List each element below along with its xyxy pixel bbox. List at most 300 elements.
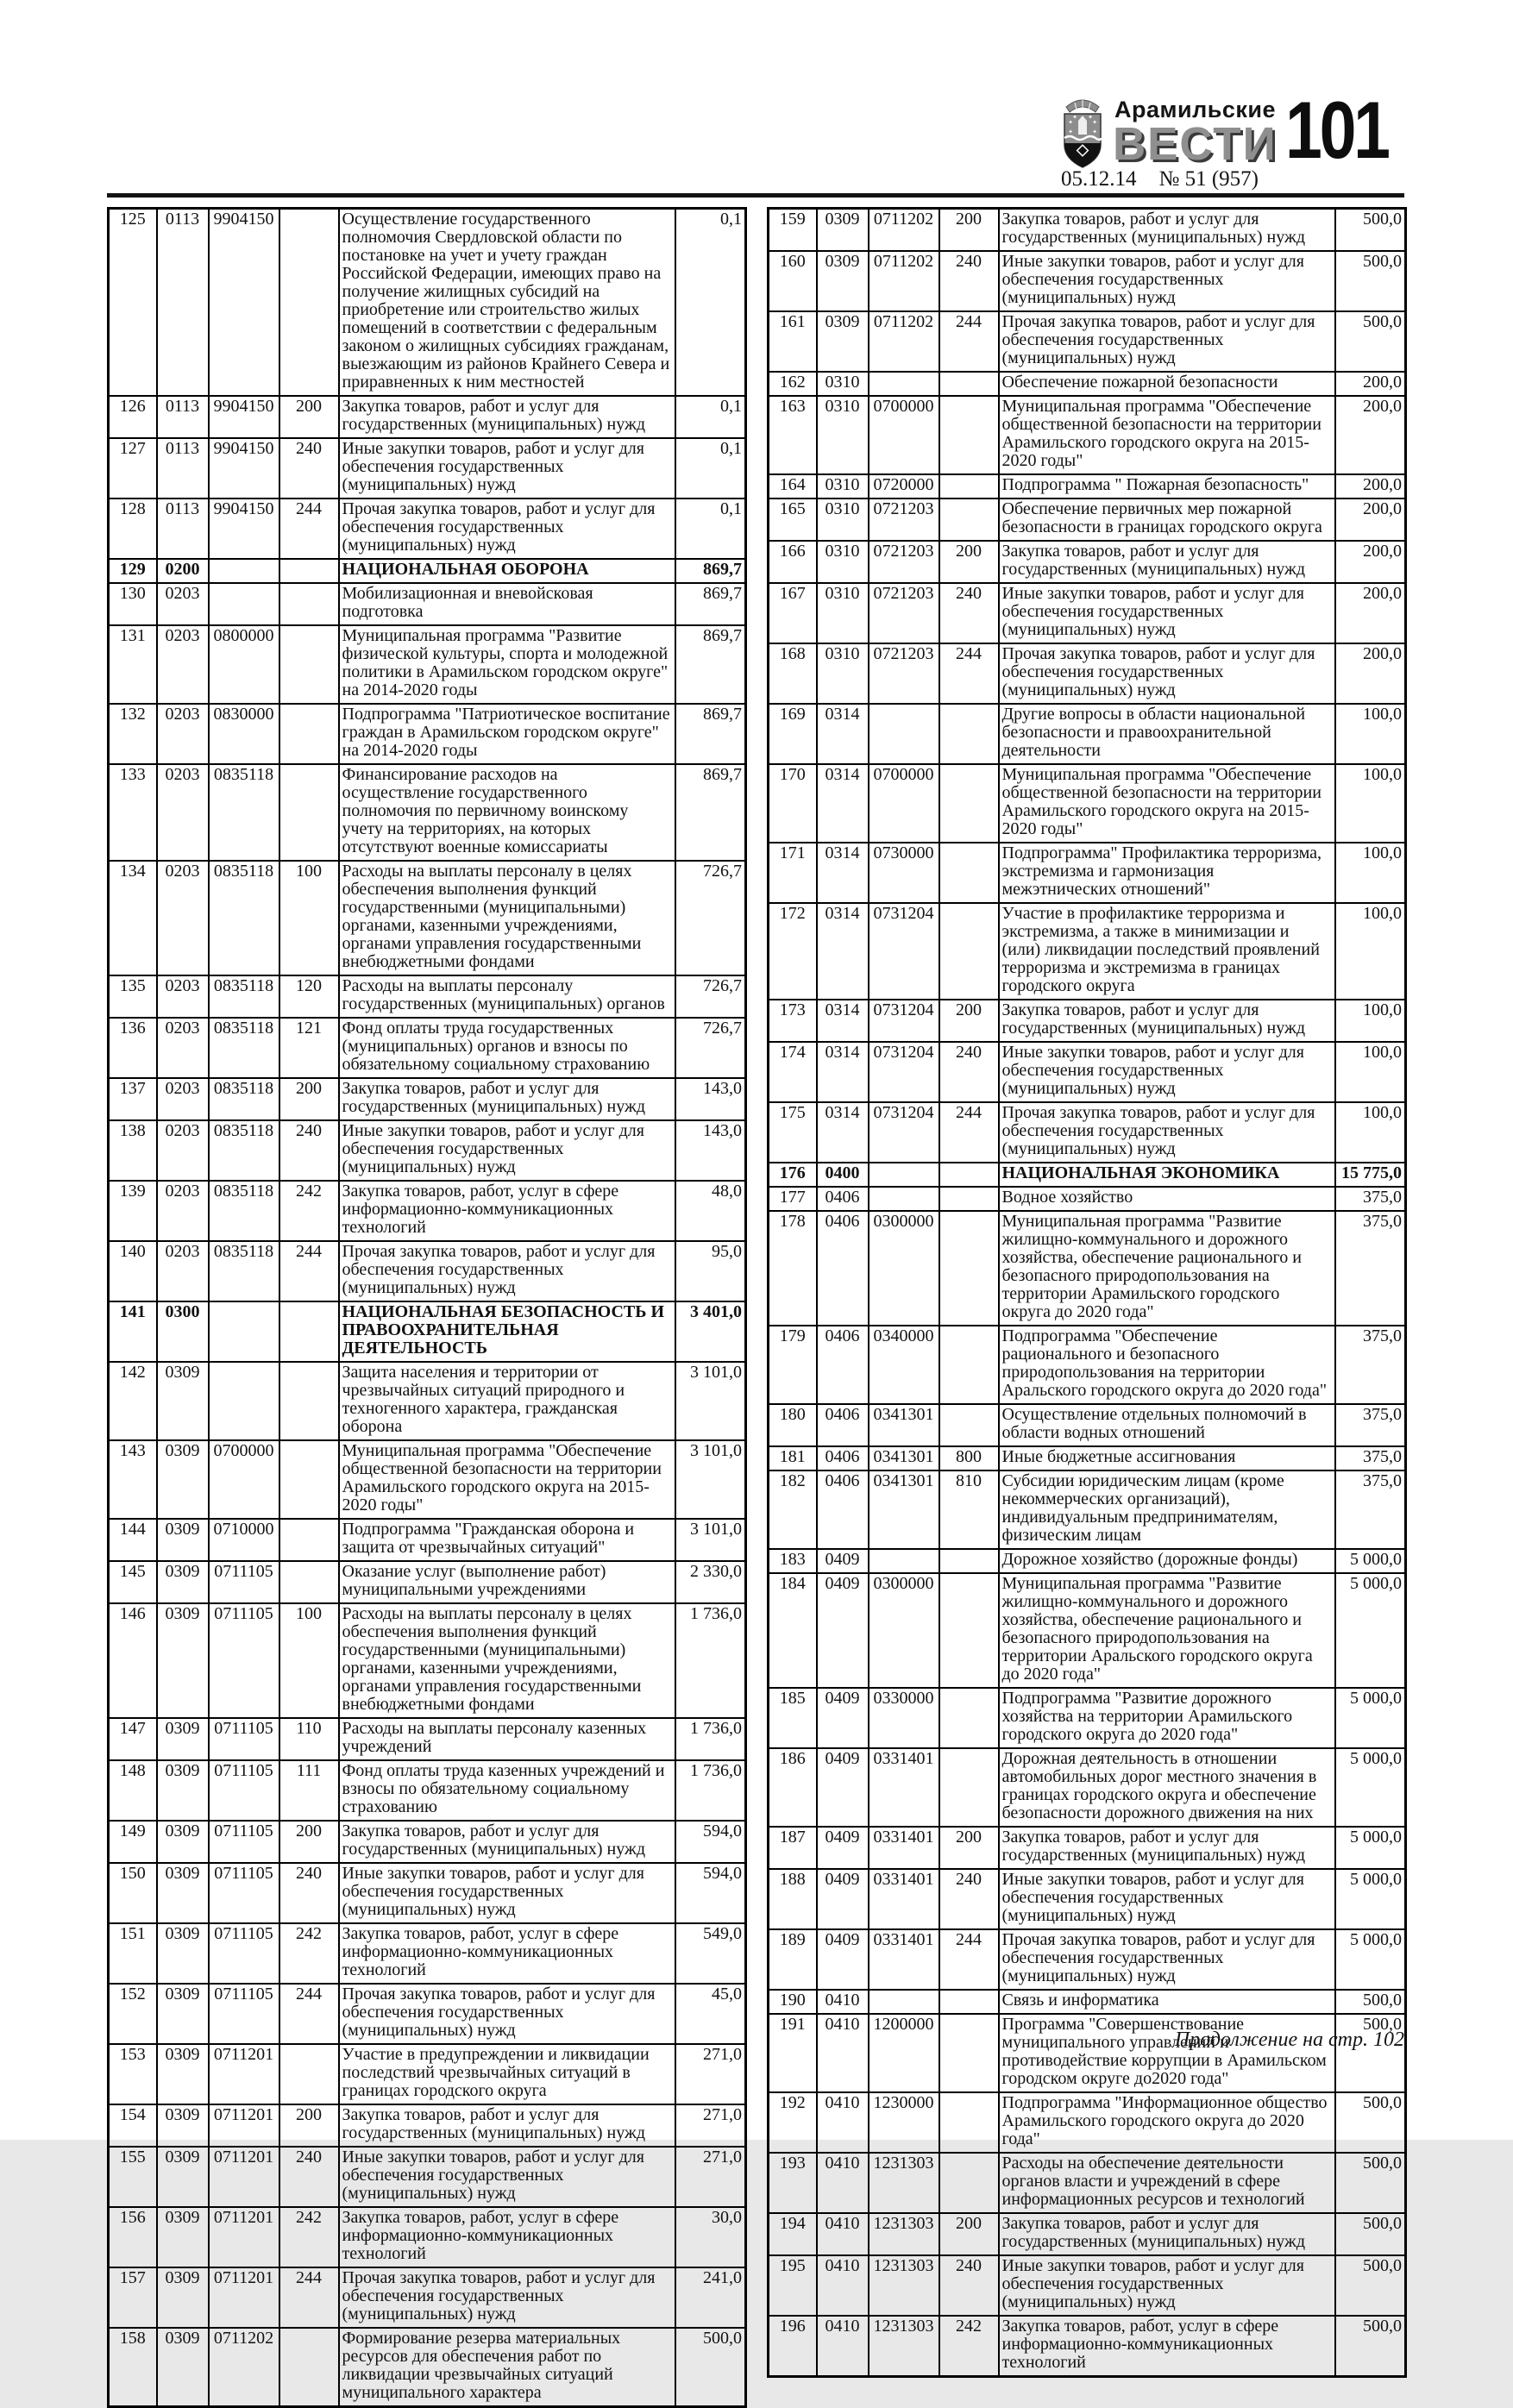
amount-cell: 0,1 [675,438,746,499]
amount-cell: 200,0 [1335,643,1406,704]
expense-type-cell [279,764,339,861]
amount-cell: 594,0 [675,1863,746,1923]
description-cell: Закупка товаров, работ, услуг в сфере информационно-коммуникационных технологий [339,2207,675,2267]
row-number-cell: 168 [769,643,817,704]
target-article-cell [869,1163,939,1187]
expense-type-cell [939,1549,999,1573]
table-row [109,625,746,704]
row-number-cell: 138 [109,1120,157,1181]
expense-type-cell: 242 [279,1923,339,1984]
amount-cell: 100,0 [1335,1000,1406,1042]
section-code-cell: 0406 [817,1187,869,1211]
row-number-cell: 130 [109,583,157,625]
amount-cell: 95,0 [675,1241,746,1301]
section-code-cell: 0410 [817,2213,869,2255]
target-article-cell: 0731204 [869,903,939,1000]
description-cell: Защита населения и территории от чрезвычайных ситуаций природного и техногенного характера, гражданская оборона [339,1362,675,1440]
target-article-cell: 1231303 [869,2213,939,2255]
table-row [109,1561,746,1603]
row-number-cell: 177 [769,1187,817,1211]
row-number-cell: 175 [769,1102,817,1163]
description-cell: Водное хозяйство [999,1187,1335,1211]
dateline [1061,167,1259,191]
continuation-note: Продолжение на стр. 102 [1174,2029,1404,2051]
table-row [109,2207,746,2267]
description-cell: Связь и информатика [999,1990,1335,2014]
description-cell: Закупка товаров, работ и услуг для государственных (муниципальных) нужд [999,1000,1335,1042]
row-number-cell: 182 [769,1471,817,1549]
section-code-cell: 0410 [817,2092,869,2153]
amount-cell: 1 736,0 [675,1718,746,1760]
section-code-cell: 0400 [817,1163,869,1187]
description-cell: Иные закупки товаров, работ и услуг для обеспечения государственных (муниципальных) нужд [999,583,1335,643]
row-number-cell: 183 [769,1549,817,1573]
amount-cell: 869,7 [675,625,746,704]
table-row [109,1821,746,1863]
row-number-cell: 174 [769,1042,817,1102]
description-cell: Расходы на выплаты персоналу казенных учреждений [339,1718,675,1760]
description-cell: Программа "Совершенствование муниципального управлений и противодействие коррупции в Арамильском городском округе до2020 года" [999,2014,1335,2092]
target-article-cell: 9904150 [209,209,279,397]
expense-type-cell: 244 [939,1102,999,1163]
section-code-cell: 0314 [817,1000,869,1042]
description-cell: Иные закупки товаров, работ и услуг для обеспечения государственных (муниципальных) нужд [339,1863,675,1923]
table-row [769,843,1406,903]
description-cell: Финансирование расходов на осуществление государственного полномочия по первичному воинскому учету на территориях, на которых отсутствуют военные комиссариаты [339,764,675,861]
table-row [769,474,1406,499]
expense-type-cell: 240 [939,583,999,643]
table-row [109,583,746,625]
expense-type-cell [279,2044,339,2104]
description-cell: Фонд оплаты труда государственных (муниципальных) органов и взносы по обязательному социальному страхованию [339,1018,675,1078]
section-code-cell: 0409 [817,1929,869,1990]
description-cell: Расходы на обеспечение деятельности органов власти и учреждений в сфере информационных ресурсов и технологий [999,2153,1335,2213]
description-cell: Муниципальная программа "Обеспечение общественной безопасности на территории Арамильского городского округа на 2015-2020 годы" [339,1440,675,1519]
table-row [769,1827,1406,1869]
amount-cell: 375,0 [1335,1446,1406,1471]
table-row [769,396,1406,474]
amount-cell: 549,0 [675,1923,746,1984]
row-number-cell: 192 [769,2092,817,2153]
description-cell: Закупка товаров, работ и услуг для государственных (муниципальных) нужд [339,2104,675,2147]
description-cell: Подпрограмма "Гражданская оборона и защита от чрезвычайных ситуаций" [339,1519,675,1561]
target-article-cell: 0711105 [209,1863,279,1923]
expense-type-cell [939,1748,999,1827]
row-number-cell: 187 [769,1827,817,1869]
table-row [109,1301,746,1362]
description-cell: Подпрограмма "Патриотическое воспитание граждан в Арамильском городском округе" на 2014-2020 годы [339,704,675,764]
table-row [769,541,1406,583]
expense-type-cell: 800 [939,1446,999,1471]
table-row [769,1163,1406,1187]
section-code-cell: 0309 [157,2328,209,2407]
expense-type-cell: 244 [939,643,999,704]
amount-cell: 869,7 [675,559,746,583]
expense-type-cell [939,2092,999,2153]
description-cell: Иные закупки товаров, работ и услуг для обеспечения государственных (муниципальных) нужд [339,438,675,499]
row-number-cell: 152 [109,1984,157,2044]
target-article-cell: 1200000 [869,2014,939,2092]
amount-cell: 100,0 [1335,1042,1406,1102]
target-article-cell: 1230000 [869,2092,939,2153]
expense-type-cell [279,559,339,583]
amount-cell: 375,0 [1335,1471,1406,1549]
description-cell: Мобилизационная и вневойсковая подготовка [339,583,675,625]
target-article-cell: 0331401 [869,1748,939,1827]
expense-type-cell [939,704,999,764]
table-row [109,1718,746,1760]
row-number-cell: 196 [769,2316,817,2377]
amount-cell: 500,0 [1335,2255,1406,2316]
table-row [109,2104,746,2147]
table-row [109,861,746,975]
description-cell: Прочая закупка товаров, работ и услуг для обеспечения государственных (муниципальных) нужд [339,1984,675,2044]
description-cell: Закупка товаров, работ и услуг для государственных (муниципальных) нужд [999,209,1335,252]
target-article-cell: 0835118 [209,1018,279,1078]
table-row [769,1688,1406,1748]
table-row [769,1929,1406,1990]
table-row [109,1362,746,1440]
description-cell: Осуществление отдельных полномочий в области водных отношений [999,1404,1335,1446]
amount-cell: 2 330,0 [675,1561,746,1603]
budget-table-right-column [767,207,1407,2378]
section-code-cell: 0203 [157,1120,209,1181]
amount-cell: 5 000,0 [1335,1748,1406,1827]
description-cell: Обеспечение пожарной безопасности [999,372,1335,396]
section-code-cell: 0300 [157,1301,209,1362]
expense-type-cell: 200 [939,2213,999,2255]
section-code-cell: 0409 [817,1748,869,1827]
amount-cell: 3 401,0 [675,1301,746,1362]
section-code-cell: 0309 [817,209,869,252]
amount-cell: 100,0 [1335,764,1406,843]
target-article-cell: 0340000 [869,1326,939,1404]
svg-text:✦: ✦ [1088,114,1093,121]
expense-type-cell [279,1440,339,1519]
description-cell: Прочая закупка товаров, работ и услуг для обеспечения государственных (муниципальных) нужд [339,499,675,559]
section-code-cell: 0309 [157,2267,209,2328]
row-number-cell: 189 [769,1929,817,1990]
target-article-cell: 0731204 [869,1000,939,1042]
target-article-cell: 0711105 [209,1821,279,1863]
description-cell: Муниципальная программа "Развитие физической культуры, спорта и молодежной политики в Арамильском городском округе" на 2014-2020 годы [339,625,675,704]
row-number-cell: 160 [769,251,817,311]
description-cell: Субсидии юридическим лицам (кроме некоммерческих организаций), индивидуальным предпринимателям, физическим лицам [999,1471,1335,1549]
section-code-cell: 0406 [817,1446,869,1471]
section-code-cell: 0310 [817,583,869,643]
newspaper-title-line1: Арамильские [1114,97,1276,122]
expense-type-cell: 240 [279,1863,339,1923]
row-number-cell: 156 [109,2207,157,2267]
expense-type-cell [939,1187,999,1211]
description-cell: Закупка товаров, работ, услуг в сфере информационно-коммуникационных технологий [339,1181,675,1241]
target-article-cell: 0721203 [869,643,939,704]
expense-type-cell: 200 [939,1000,999,1042]
target-article-cell: 0330000 [869,1688,939,1748]
amount-cell: 0,1 [675,396,746,438]
description-cell: Прочая закупка товаров, работ и услуг для обеспечения государственных (муниципальных) нужд [999,643,1335,704]
amount-cell: 48,0 [675,1181,746,1241]
target-article-cell: 0711202 [209,2328,279,2407]
expense-type-cell: 242 [279,2207,339,2267]
amount-cell: 0,1 [675,499,746,559]
section-code-cell: 0309 [157,1863,209,1923]
description-cell: Подпрограмма " Пожарная безопасность" [999,474,1335,499]
target-article-cell: 0711105 [209,1561,279,1603]
description-cell: Подпрограмма "Информационное общество Арамильского городского округа до 2020 года" [999,2092,1335,2153]
issue-date: 05.12.14 [1061,167,1137,191]
row-number-cell: 141 [109,1301,157,1362]
description-cell: Прочая закупка товаров, работ и услуг для обеспечения государственных (муниципальных) нужд [999,1929,1335,1990]
target-article-cell: 0710000 [209,1519,279,1561]
section-code-cell: 0310 [817,474,869,499]
amount-cell: 500,0 [1335,2092,1406,2153]
row-number-cell: 134 [109,861,157,975]
row-number-cell: 193 [769,2153,817,2213]
table-row [769,499,1406,541]
section-code-cell: 0410 [817,2153,869,2213]
table-row [109,1181,746,1241]
amount-cell: 500,0 [1335,2153,1406,2213]
amount-cell: 200,0 [1335,474,1406,499]
target-article-cell: 0835118 [209,975,279,1018]
description-cell: Формирование резерва материальных ресурсов для обеспечения работ по ликвидации чрезвычайных ситуаций муниципального характера [339,2328,675,2407]
row-number-cell: 167 [769,583,817,643]
table-row [769,583,1406,643]
expense-type-cell: 244 [939,1929,999,1990]
amount-cell: 500,0 [1335,1990,1406,2014]
target-article-cell: 0341301 [869,1404,939,1446]
description-cell: Обеспечение первичных мер пожарной безопасности в границах городского округа [999,499,1335,541]
expense-type-cell: 200 [939,1827,999,1869]
description-cell: Подпрограмма" Профилактика терроризма, экстремизма и гармонизация межэтнических отношений" [999,843,1335,903]
section-code-cell: 0406 [817,1471,869,1549]
description-cell: Муниципальная программа "Развитие жилищно-коммунального и дорожного хозяйства, обеспечение рационального и безопасного природопользования на территории Арамильского городского округа до 2020 года" [999,1211,1335,1326]
expense-type-cell [279,1301,339,1362]
row-number-cell: 151 [109,1923,157,1984]
expense-type-cell: 100 [279,861,339,975]
description-cell: Иные закупки товаров, работ и услуг для обеспечения государственных (муниципальных) нужд [999,2255,1335,2316]
amount-cell: 594,0 [675,1821,746,1863]
row-number-cell: 132 [109,704,157,764]
target-article-cell: 0700000 [869,764,939,843]
amount-cell: 375,0 [1335,1326,1406,1404]
section-code-cell: 0203 [157,1078,209,1120]
svg-text:✦: ✦ [1092,129,1097,135]
description-cell: Закупка товаров, работ и услуг для государственных (муниципальных) нужд [339,396,675,438]
table-row [769,2255,1406,2316]
section-code-cell: 0410 [817,2316,869,2377]
table-row [109,1760,746,1821]
target-article-cell: 1231303 [869,2255,939,2316]
table-row [109,1440,746,1519]
expense-type-cell [939,2014,999,2092]
description-cell: Участие в профилактике терроризма и экстремизма, а также в минимизации и (или) ликвидации последствий проявлений терроризма и экстремизма в границах городского округа [999,903,1335,1000]
row-number-cell: 164 [769,474,817,499]
svg-text:✦: ✦ [1072,114,1077,121]
header-divider-rule [107,193,1404,198]
target-article-cell: 0835118 [209,1120,279,1181]
amount-cell: 100,0 [1335,843,1406,903]
description-cell: Прочая закупка товаров, работ и услуг для обеспечения государственных (муниципальных) нужд [999,311,1335,372]
expense-type-cell [939,1163,999,1187]
row-number-cell: 137 [109,1078,157,1120]
description-cell: Закупка товаров, работ и услуг для государственных (муниципальных) нужд [999,541,1335,583]
target-article-cell: 0711105 [209,1923,279,1984]
target-article-cell: 9904150 [209,438,279,499]
amount-cell: 500,0 [1335,311,1406,372]
target-article-cell: 0731204 [869,1102,939,1163]
svg-text:✦: ✦ [1092,119,1097,126]
section-code-cell: 0203 [157,625,209,704]
target-article-cell: 1231303 [869,2153,939,2213]
table-row [109,559,746,583]
row-number-cell: 128 [109,499,157,559]
expense-type-cell: 240 [939,1042,999,1102]
row-number-cell: 159 [769,209,817,252]
section-code-cell: 0309 [157,1603,209,1718]
description-cell: Прочая закупка товаров, работ и услуг для обеспечения государственных (муниципальных) нужд [339,2267,675,2328]
row-number-cell: 188 [769,1869,817,1929]
expense-type-cell: 244 [279,1241,339,1301]
table-row [109,1078,746,1120]
table-row [769,372,1406,396]
table-row [109,975,746,1018]
target-article-cell: 0711201 [209,2267,279,2328]
section-code-cell: 0310 [817,499,869,541]
amount-cell: 30,0 [675,2207,746,2267]
table-row [109,209,746,397]
amount-cell: 0,1 [675,209,746,397]
amount-cell: 375,0 [1335,1404,1406,1446]
description-cell: Другие вопросы в области национальной безопасности и правоохранительной деятельности [999,704,1335,764]
expense-type-cell: 240 [279,438,339,499]
expense-type-cell: 242 [939,2316,999,2377]
table-row [109,499,746,559]
section-code-cell: 0309 [157,1440,209,1519]
amount-cell: 500,0 [675,2328,746,2407]
amount-cell: 5 000,0 [1335,1869,1406,1929]
row-number-cell: 176 [769,1163,817,1187]
section-code-cell: 0409 [817,1688,869,1748]
expense-type-cell [939,372,999,396]
row-number-cell: 180 [769,1404,817,1446]
target-article-cell [869,1187,939,1211]
row-number-cell: 147 [109,1718,157,1760]
table-row [109,396,746,438]
table-row [109,1120,746,1181]
target-article-cell: 0711201 [209,2147,279,2207]
target-article-cell [869,704,939,764]
expense-type-cell [939,499,999,541]
description-cell: Расходы на выплаты персоналу государственных (муниципальных) органов [339,975,675,1018]
target-article-cell [209,1301,279,1362]
row-number-cell: 194 [769,2213,817,2255]
section-code-cell: 0309 [157,2207,209,2267]
table-row [769,1000,1406,1042]
table-row [769,643,1406,704]
row-number-cell: 184 [769,1573,817,1688]
amount-cell: 200,0 [1335,541,1406,583]
amount-cell: 100,0 [1335,903,1406,1000]
expense-type-cell: 100 [279,1603,339,1718]
target-article-cell: 0720000 [869,474,939,499]
description-cell: Иные закупки товаров, работ и услуг для обеспечения государственных (муниципальных) нужд [999,1042,1335,1102]
section-code-cell: 0409 [817,1869,869,1929]
row-number-cell: 165 [769,499,817,541]
table-row [769,2316,1406,2377]
row-number-cell: 145 [109,1561,157,1603]
expense-type-cell: 244 [279,2267,339,2328]
table-row [769,704,1406,764]
target-article-cell: 9904150 [209,499,279,559]
amount-cell: 3 101,0 [675,1362,746,1440]
target-article-cell: 0341301 [869,1446,939,1471]
section-code-cell: 0310 [817,643,869,704]
table-row [109,2267,746,2328]
amount-cell: 45,0 [675,1984,746,2044]
expense-type-cell: 244 [279,1984,339,2044]
amount-cell: 271,0 [675,2147,746,2207]
amount-cell: 1 736,0 [675,1760,746,1821]
table-row [769,1471,1406,1549]
row-number-cell: 181 [769,1446,817,1471]
target-article-cell: 0300000 [869,1211,939,1326]
target-article-cell [869,1990,939,2014]
section-code-cell: 0309 [817,311,869,372]
amount-cell: 726,7 [675,975,746,1018]
amount-cell: 375,0 [1335,1187,1406,1211]
row-number-cell: 143 [109,1440,157,1519]
table-row [769,251,1406,311]
target-article-cell: 0711202 [869,209,939,252]
description-cell: Закупка товаров, работ и услуг для государственных (муниципальных) нужд [999,2213,1335,2255]
target-article-cell [869,372,939,396]
description-cell: Прочая закупка товаров, работ и услуг для обеспечения государственных (муниципальных) нужд [999,1102,1335,1163]
table-row [769,1211,1406,1326]
target-article-cell: 0711105 [209,1603,279,1718]
description-cell: НАЦИОНАЛЬНАЯ ОБОРОНА [339,559,675,583]
amount-cell: 200,0 [1335,396,1406,474]
description-cell: Дорожная деятельность в отношении автомобильных дорог местного значения в границах городского округа и обеспечение безопасности дорожного движения на них [999,1748,1335,1827]
table-row [769,764,1406,843]
section-code-cell: 0406 [817,1211,869,1326]
expense-type-cell [939,396,999,474]
target-article-cell: 9904150 [209,396,279,438]
target-article-cell: 0700000 [869,396,939,474]
row-number-cell: 161 [769,311,817,372]
section-code-cell: 0410 [817,1990,869,2014]
section-code-cell: 0310 [817,396,869,474]
expense-type-cell: 240 [939,251,999,311]
page-number: 101 [1285,85,1388,175]
section-code-cell: 0200 [157,559,209,583]
amount-cell: 3 101,0 [675,1519,746,1561]
description-cell: Закупка товаров, работ, услуг в сфере информационно-коммуникационных технологий [999,2316,1335,2377]
target-article-cell: 0830000 [209,704,279,764]
section-code-cell: 0203 [157,975,209,1018]
description-cell: Иные закупки товаров, работ и услуг для обеспечения государственных (муниципальных) нужд [339,1120,675,1181]
expense-type-cell [279,704,339,764]
section-code-cell: 0309 [157,1923,209,1984]
target-article-cell [209,1362,279,1440]
description-cell: Фонд оплаты труда казенных учреждений и взносы по обязательному социальному страхованию [339,1760,675,1821]
row-number-cell: 173 [769,1000,817,1042]
target-article-cell: 0711201 [209,2044,279,2104]
row-number-cell: 179 [769,1326,817,1404]
expense-type-cell [939,1211,999,1326]
amount-cell: 869,7 [675,583,746,625]
